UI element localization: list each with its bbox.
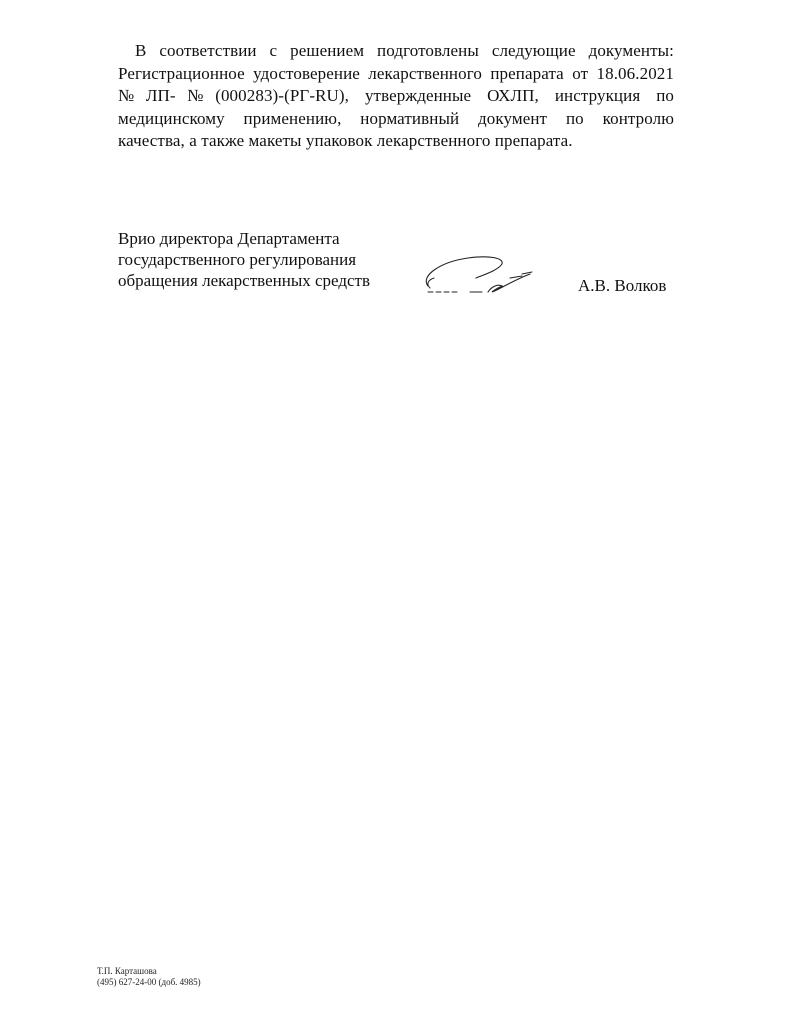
body-line-1: В соответствии с решением подготовлены следующие документы:: [135, 41, 674, 60]
executor-name: Т.П. Карташова: [97, 966, 157, 976]
executor-info: [97, 966, 201, 988]
signatory-position-line-1: Врио директора Департамента: [118, 229, 340, 248]
handwritten-signature: [418, 248, 542, 298]
body-paragraph: [118, 40, 674, 153]
signatory-position-line-3: обращения лекарственных средств: [118, 271, 371, 290]
signatory-position: [118, 228, 370, 291]
body-line-3: №ЛП-№(000283)-(РГ-RU), утвержденные ОХЛП, инструкция по: [118, 86, 674, 105]
body-line-5: качества, а также макеты упаковок лекарственного препарата.: [118, 131, 573, 150]
signer-name: А.В. Волков: [578, 276, 667, 295]
body-line-2: Регистрационное удостоверение лекарственного препарата от 18.06.2021: [118, 63, 674, 83]
signatory-position-line-2: государственного регулирования: [118, 250, 357, 269]
body-line-4: медицинскому применению, нормативный документ по контролю: [118, 108, 674, 128]
executor-phone: (495) 627-24-00 (доб. 4985): [97, 977, 201, 987]
